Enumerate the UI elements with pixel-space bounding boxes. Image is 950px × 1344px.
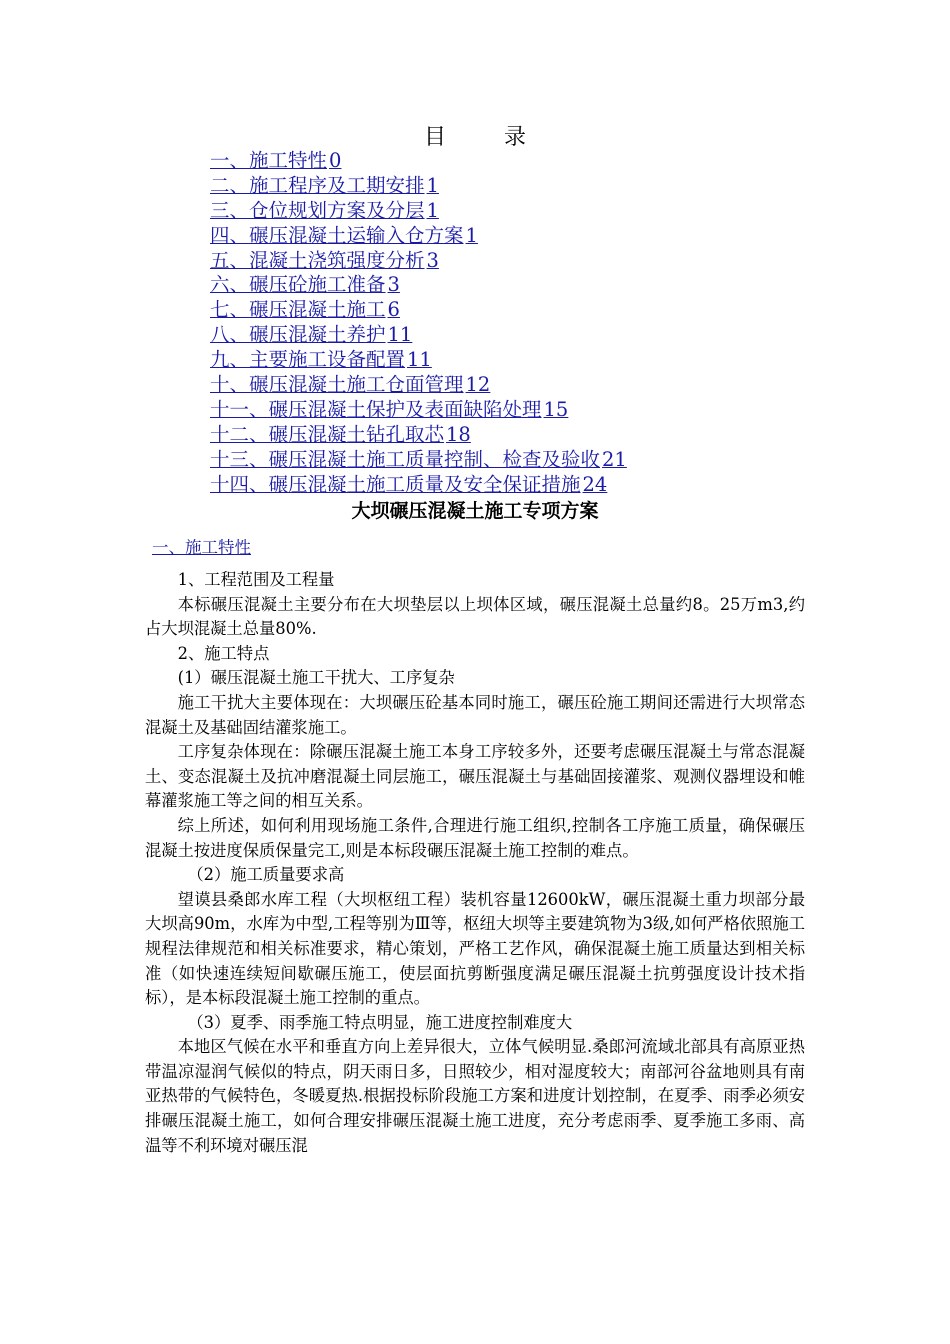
toc-entry-label: 一、施工特性: [210, 149, 328, 172]
toc-entry-page: 1: [465, 223, 478, 247]
toc-entry-page: 24: [582, 472, 608, 496]
paragraph: 施工干扰大主要体现在：大坝碾压砼基本同时施工，碾压砼施工期间还需进行大坝常态混凝土及基础固结灌浆施工。: [145, 692, 805, 737]
paragraph: 1、工程范围及工程量: [177, 570, 335, 589]
paragraph: 本地区气候在水平和垂直方向上差异很大，立体气候明显.桑郎河流域北部具有高原亚热带温凉湿润气候似的特点，阴天雨日多，日照较少，相对湿度较大；南部河谷盆地则具有南亚热带的气候特色，冬暖夏热.根据投标阶段施工方案和进度计划控制，在夏季、雨季必须安排碾压混凝土施工，如何合理安排碾压混凝土施工进度，充分考虑雨季、夏季施工多雨、高温等不利环境对碾压混: [145, 1037, 805, 1155]
table-of-contents: [210, 148, 910, 496]
section-heading-link[interactable]: 一、施工特性: [152, 538, 251, 557]
toc-entry-label: 九、主要施工设备配置: [210, 348, 406, 372]
toc-entry[interactable]: [210, 447, 910, 472]
toc-entry-page: 3: [426, 248, 439, 272]
toc-entry-label: 四、碾压混凝土运输入仓方案: [210, 223, 464, 247]
toc-entry-page: 21: [602, 447, 627, 471]
toc-entry-label: 十四、碾压混凝土施工质量及安全保证措施: [210, 472, 581, 496]
toc-entry[interactable]: [210, 372, 910, 397]
toc-entry[interactable]: [210, 347, 910, 372]
toc-entry-label: 二、施工程序及工期安排: [210, 173, 425, 197]
toc-entry-page: 3: [387, 273, 400, 297]
toc-entry[interactable]: [210, 297, 910, 322]
toc-entry-label: 十二、碾压混凝土钻孔取芯: [210, 422, 445, 446]
toc-entry-label: 三、仓位规划方案及分层: [210, 198, 425, 222]
toc-entry[interactable]: [210, 198, 910, 223]
toc-entry[interactable]: [210, 322, 910, 347]
paragraph: （3）夏季、雨季施工特点明显，施工进度控制难度大: [187, 1012, 573, 1032]
paragraph: 工序复杂体现在：除碾压混凝土施工本身工序较多外，还要考虑碾压混凝土与常态混凝土、变态混凝土及抗冲磨混凝土同层施工，碾压混凝土与基础固接灌浆、观测仪器埋设和帷幕灌浆施工等之间的相互关系。: [145, 742, 805, 811]
toc-entry-page: 18: [446, 422, 471, 446]
toc-entry[interactable]: [210, 397, 910, 422]
toc-entry-page: 12: [465, 373, 491, 397]
paragraph: (1）碾压混凝土施工干扰大、工序复杂: [177, 668, 455, 688]
toc-entry-page: 6: [387, 298, 400, 322]
paragraph: 望谟县桑郎水库工程（大坝枢纽工程）装机容量12600kW，碾压混凝土重力坝部分最大坝高90m，水库为中型,工程等别为Ⅲ等，枢纽大坝等主要建筑物为3级,如何严格依照施工规程法律规范和相关标准要求，精心策划，严格工艺作风，确保混凝土施工质量达到相关标准（如快速连续短间歇碾压施工，使层面抗剪断强度满足碾压混凝土抗剪强度设计技术指标），是本标段混凝土施工控制的重点。: [145, 889, 805, 1008]
toc-entry[interactable]: [210, 272, 910, 297]
toc-entry-label: 七、碾压混凝土施工: [210, 298, 386, 322]
toc-entry[interactable]: [210, 248, 910, 273]
toc-entry-label: 八、碾压混凝土养护: [210, 323, 386, 347]
toc-entry[interactable]: [210, 148, 910, 173]
toc-entry[interactable]: [210, 173, 910, 198]
paragraph: 综上所述，如何利用现场施工条件,合理进行施工组织,控制各工序施工质量，确保碾压混凝土按进度保质保量完工,则是本标段碾压混凝土施工控制的难点。: [145, 815, 805, 860]
toc-entry-page: 11: [407, 348, 432, 372]
toc-entry-label: 十、碾压混凝土施工仓面管理: [210, 373, 464, 397]
paragraph: 2、施工特点: [177, 643, 270, 663]
toc-entry-label: 十一、碾压混凝土保护及表面缺陷处理: [210, 397, 542, 421]
toc-entry-page: 0: [329, 149, 342, 172]
toc-title: 目录: [423, 125, 584, 150]
toc-entry-label: 六、碾压砼施工准备: [210, 273, 386, 297]
toc-entry[interactable]: [210, 472, 910, 497]
document-title: 大坝碾压混凝土施工专项方案: [351, 500, 599, 522]
toc-entry-label: 十三、碾压混凝土施工质量控制、检查及验收: [210, 447, 601, 471]
toc-entry-page: 1: [426, 198, 439, 222]
toc-entry-page: 15: [543, 397, 569, 421]
toc-entry[interactable]: [210, 422, 910, 447]
toc-entry-page: 11: [387, 323, 413, 347]
toc-entry[interactable]: [210, 223, 910, 248]
paragraph: 本标碾压混凝土主要分布在大坝垫层以上坝体区域，碾压混凝土总量约8。25万m3,约占大坝混凝土总量80%.: [145, 594, 805, 639]
toc-entry-page: 1: [426, 173, 439, 197]
document-body: [145, 568, 805, 1158]
toc-entry-label: 五、混凝土浇筑强度分析: [210, 248, 425, 272]
paragraph: （2）施工质量要求高: [187, 865, 345, 885]
